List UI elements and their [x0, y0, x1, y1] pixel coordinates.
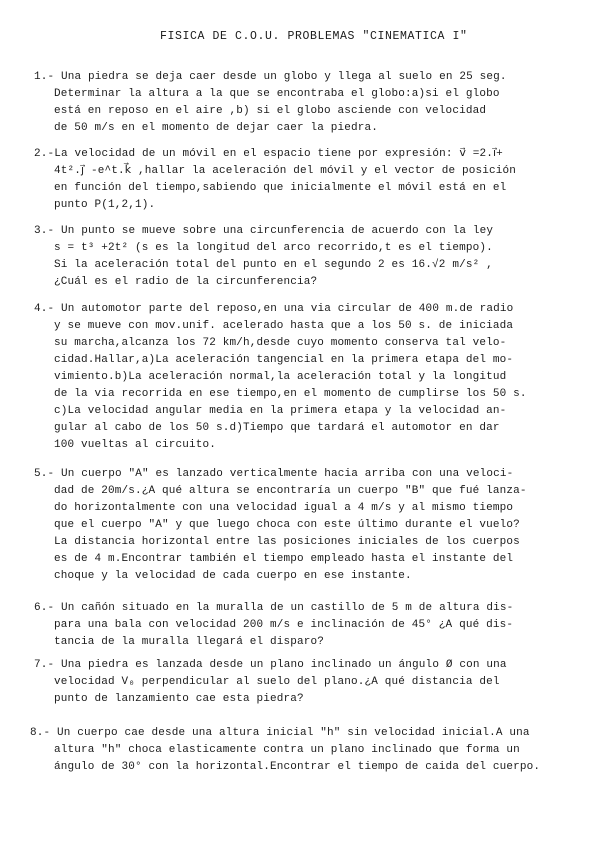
problem-1-line-4: de 50 m/s en el momento de dejar caer la piedra. — [54, 122, 379, 134]
problem-4-line-8: gular al cabo de los 50 s.d)Tiempo que tardará el automotor en dar — [54, 422, 500, 434]
problem-6-line-3: tancia de la muralla llegará el disparo? — [54, 636, 325, 648]
problem-7-line-2: velocidad V₀ perpendicular al suelo del plano.¿A qué distancia del — [54, 676, 500, 688]
problem-4-line-5: vimiento.b)La aceleración normal,la aceleración total y la longitud — [54, 371, 507, 383]
problem-8-line-1: 8.- Un cuerpo cae desde una altura inicial "h" sin velocidad inicial.A una — [30, 727, 530, 739]
problem-6-line-1: 6.- Un cañón situado en la muralla de un castillo de 5 m de altura dis- — [34, 602, 514, 614]
problem-2-line-2: 4t².j⃗ -e^t.k⃗ ,hallar la aceleración del móvil y el vector de posición — [54, 165, 517, 177]
problem-2-line-1: 2.-La velocidad de un móvil en el espacio tiene por expresión: v⃗ =2.i⃗+ — [34, 148, 503, 160]
problem-5-line-2: dad de 20m/s.¿A qué altura se encontraría un cuerpo "B" que fué lanza- — [54, 485, 527, 497]
problem-7-line-1: 7.- Una piedra es lanzada desde un plano inclinado un ángulo Ø con una — [34, 659, 507, 671]
problem-4-line-9: 100 vueltas al circuito. — [54, 439, 217, 451]
problem-1-line-3: está en reposo en el aire ,b) si el globo asciende con velocidad — [54, 105, 487, 117]
problem-5-line-3: do horizontalmente con una velocidad igual a 4 m/s y al mismo tiempo — [54, 502, 514, 514]
problem-6-line-2: para una bala con velocidad 200 m/s e inclinación de 45° ¿A qué dis- — [54, 619, 514, 631]
document-title: FISICA DE C.O.U. PROBLEMAS "CINEMATICA I" — [160, 30, 468, 43]
problem-4-line-3: su marcha,alcanza los 72 km/h,desde cuyo momento conserva tal velo- — [54, 337, 507, 349]
problem-2-line-3: en función del tiempo,sabiendo que inicialmente el móvil está en el — [54, 182, 507, 194]
problem-1-line-2: Determinar la altura a la que se encontraba el globo:a)si el globo — [54, 88, 500, 100]
problem-4-line-4: cidad.Hallar,a)La aceleración tangencial en la primera etapa del mo- — [54, 354, 514, 366]
problem-3-line-3: Si la aceleración total del punto en el segundo 2 es 16.√2 m/s² , — [54, 259, 493, 271]
problem-3-line-4: ¿Cuál es el radio de la circunferencia? — [54, 276, 318, 288]
problem-4-line-2: y se mueve con mov.unif. acelerado hasta que a los 50 s. de iniciada — [54, 320, 514, 332]
problem-4-line-6: de la via recorrida en ese tiempo,en el momento de cumplirse los 50 s. — [54, 388, 527, 400]
problem-8-line-2: altura "h" choca elasticamente contra un plano inclinado que forma un — [54, 744, 520, 756]
problem-4-line-1: 4.- Un automotor parte del reposo,en una via circular de 400 m.de radio — [34, 303, 514, 315]
problem-5-line-6: es de 4 m.Encontrar también el tiempo empleado hasta el instante del — [54, 553, 514, 565]
problem-3-line-1: 3.- Un punto se mueve sobre una circunferencia de acuerdo con la ley — [34, 225, 494, 237]
problem-4-line-7: c)La velocidad angular media en la primera etapa y la velocidad an- — [54, 405, 507, 417]
problem-1-line-1: 1.- Una piedra se deja caer desde un globo y llega al suelo en 25 seg. — [34, 71, 507, 83]
problem-5-line-7: choque y la velocidad de cada cuerpo en ese instante. — [54, 570, 412, 582]
problem-3-line-2: s = t³ +2t² (s es la longitud del arco recorrido,t es el tiempo). — [54, 242, 493, 254]
problem-2-line-4: punto P(1,2,1). — [54, 199, 156, 211]
problem-5-line-4: que el cuerpo "A" y que luego choca con este último durante el vuelo? — [54, 519, 520, 531]
problem-5-line-5: La distancia horizontal entre las posiciones iniciales de los cuerpos — [54, 536, 520, 548]
problem-5-line-1: 5.- Un cuerpo "A" es lanzado verticalmente hacia arriba con una veloci- — [34, 468, 514, 480]
problem-8-line-3: ángulo de 30° con la horizontal.Encontrar el tiempo de caida del cuerpo. — [54, 761, 541, 773]
problem-7-line-3: punto de lanzamiento cae esta piedra? — [54, 693, 304, 705]
